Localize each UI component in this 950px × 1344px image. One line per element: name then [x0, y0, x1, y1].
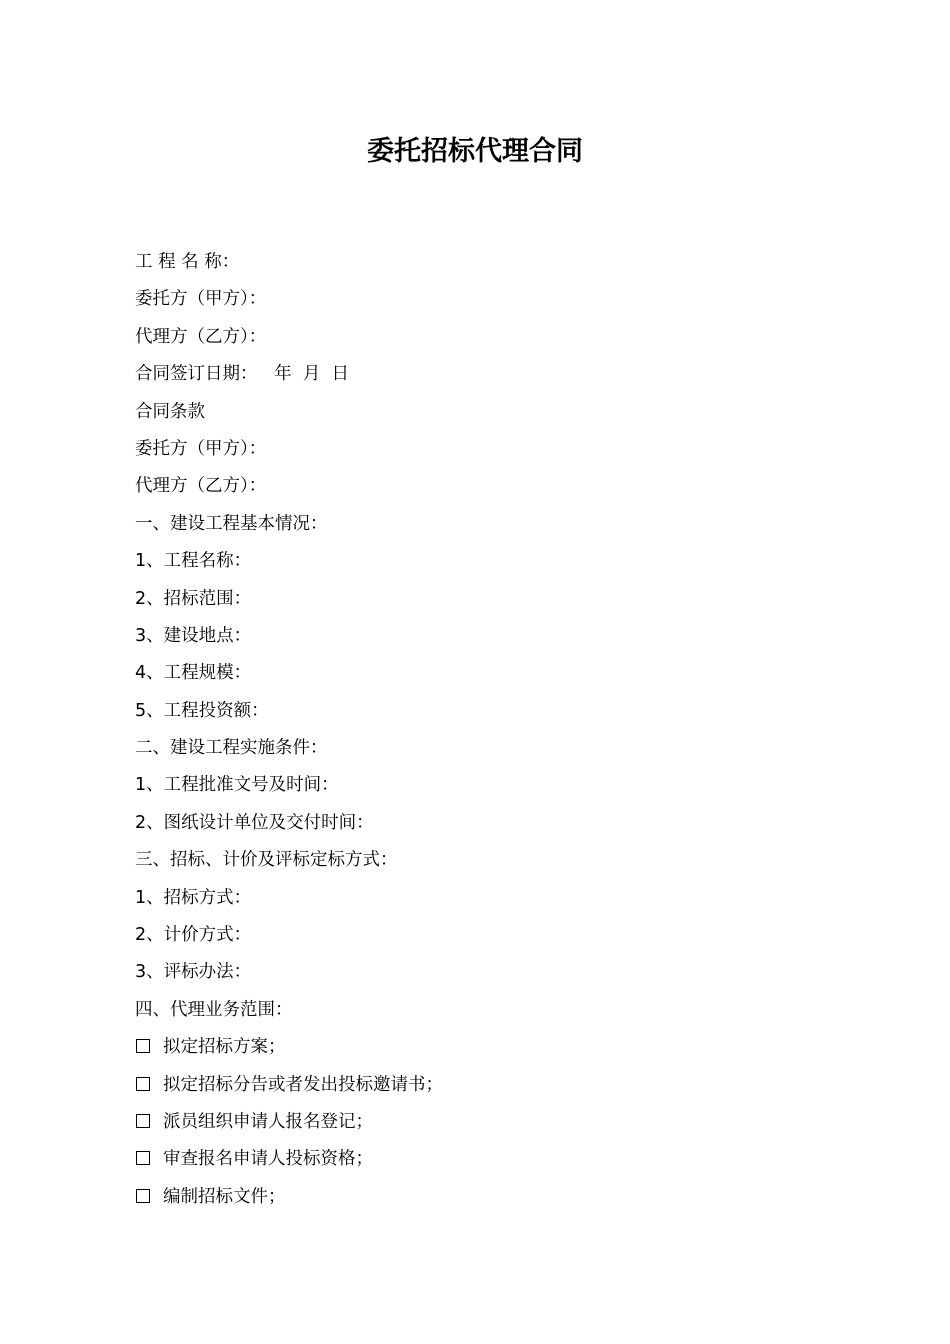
scope-checkbox-item	[135, 1029, 855, 1066]
section1-item: 3、建设地点：	[135, 625, 252, 646]
document-body	[135, 244, 855, 1216]
scope-item-label: 审查报名申请人投标资格；	[163, 1149, 373, 1170]
checkbox[interactable]	[136, 1077, 150, 1091]
agent-label: 代理方（乙方）：	[135, 326, 267, 347]
terms-heading: 合同条款	[135, 401, 205, 422]
checkbox[interactable]	[136, 1039, 150, 1053]
project-name-label: 工 程 名 称：	[135, 252, 240, 272]
section1-item: 1、工程名称：	[135, 551, 252, 572]
terms-client-label: 委托方（甲方）：	[135, 438, 267, 459]
section2-item: 1、工程批准文号及时间：	[135, 775, 339, 796]
section3-item: 3、评标办法：	[135, 962, 252, 983]
scope-item-label: 派员组织申请人报名登记；	[163, 1111, 373, 1132]
section3-item: 2、计价方式：	[135, 925, 252, 946]
checkbox[interactable]	[136, 1114, 150, 1128]
section2-item: 2、图纸设计单位及交付时间：	[135, 812, 374, 833]
section1-item: 2、招标范围：	[135, 588, 252, 609]
document-title: 委托招标代理合同	[367, 136, 583, 167]
section1-item: 5、工程投资额：	[135, 700, 269, 721]
scope-checkbox-item	[135, 1179, 855, 1216]
client-label: 委托方（甲方）：	[135, 289, 267, 310]
scope-item-label: 编制招标文件；	[163, 1186, 286, 1207]
checkbox[interactable]	[136, 1189, 150, 1203]
sign-date-label: 合同签订日期： 年 月 日	[135, 364, 349, 385]
scope-item-label: 拟定招标方案；	[163, 1037, 286, 1058]
section3-heading: 三、招标、计价及评标定标方式：	[135, 850, 398, 871]
scope-checkbox-item	[135, 1141, 855, 1178]
terms-agent-label: 代理方（乙方）：	[135, 476, 267, 497]
section1-heading: 一、建设工程基本情况：	[135, 513, 328, 534]
scope-checkbox-item	[135, 1067, 855, 1104]
checkbox[interactable]	[136, 1151, 150, 1165]
section1-item: 4、工程规模：	[135, 663, 252, 684]
section4-heading: 四、代理业务范围：	[135, 999, 293, 1020]
scope-checkbox-item	[135, 1104, 855, 1141]
section3-item: 1、招标方式：	[135, 887, 252, 908]
section2-heading: 二、建设工程实施条件：	[135, 738, 328, 759]
scope-item-label: 拟定招标分告或者发出投标邀请书；	[163, 1074, 443, 1095]
